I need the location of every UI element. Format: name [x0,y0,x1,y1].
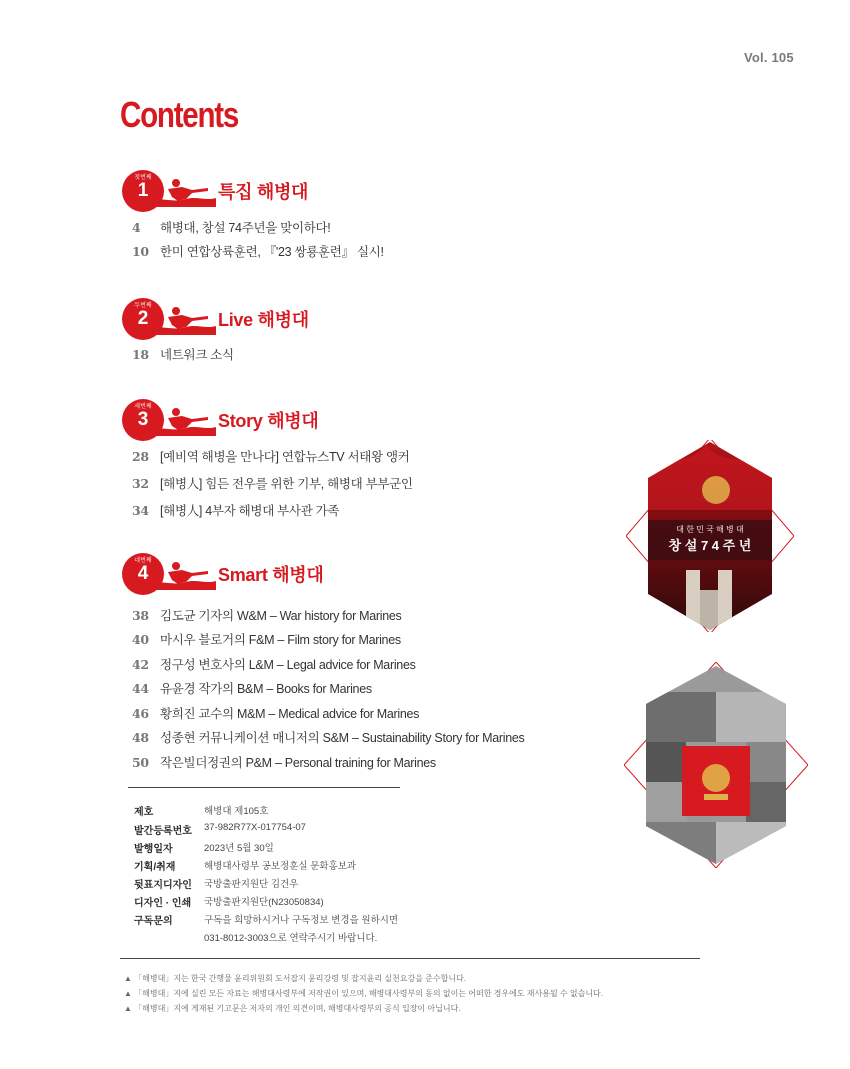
section-ordinal-label: 네번째 [134,558,152,564]
info-label: 발행일자 [134,844,173,855]
item-title: [해병人] 힘든 전우를 위한 기부, 해병대 부부군인 [160,477,413,491]
toc-item[interactable] [132,630,401,648]
volume-label: Vol. 105 [744,50,794,65]
section-number: 4 [137,563,149,584]
item-title: 해병대, 창설 74주년을 맞이하다! [160,221,331,235]
notes-top-divider [120,958,700,959]
item-title: 마시우 블로거의 F&M – Film story for Marines [160,633,401,647]
section-ordinal-label: 두번째 [134,303,152,309]
photo-banner-line2: 창 설 7 4 주 년 [668,538,752,553]
item-title: [해병人] 4부자 해병대 부사관 가족 [160,504,340,518]
info-top-divider [128,787,400,788]
section-number: 1 [137,180,149,201]
photo-banner-line1: 대 한 민 국 해 병 대 [676,525,744,534]
hexagon-photo-collage [624,662,808,868]
toc-item[interactable] [132,753,436,771]
section-4-header [122,550,422,598]
section-title: Live 해병대 [218,310,309,330]
page-number: 48 [132,730,149,745]
section-3-header [122,396,422,444]
section-title: Smart 해병대 [218,565,324,585]
info-value: 구독을 희망하시거나 구독정보 변경을 원하시면 [204,915,399,926]
info-label: 기획/취재 [134,862,176,873]
item-title: 김도균 기자의 W&M – War history for Marines [160,609,402,623]
info-label: 제호 [134,807,154,818]
info-label: 디자인 · 인쇄 [134,898,192,909]
page-title: Contents [120,94,239,135]
section-1-header [122,167,422,215]
hexagon-photo-anniversary [626,440,794,632]
page-number: 46 [132,706,149,721]
toc-item[interactable] [132,345,234,363]
item-title: 네트워크 소식 [160,348,234,362]
toc-item[interactable] [132,501,339,519]
info-value: 031-8012-3003으로 연락주시기 바랍니다. [204,933,378,944]
item-title: 정구성 변호사의 L&M – Legal advice for Marines [160,658,416,672]
toc-item[interactable] [132,218,330,236]
soldier-silhouette-icon [152,177,216,207]
toc-item[interactable] [132,474,413,492]
info-label: 구독문의 [134,916,173,927]
toc-item[interactable] [132,655,416,673]
info-value: 37-982R77X-017754-07 [204,822,306,833]
note-line: ▲ 「해병대」지에 게재된 기고문은 저자의 개인 의견이며, 해병대사령부의 공식 입장이 아닙니다. [124,1004,461,1013]
page-number: 18 [132,347,149,362]
toc-item[interactable] [132,242,384,260]
page-number: 42 [132,657,149,672]
toc-item[interactable] [132,447,410,465]
page-number: 32 [132,476,149,491]
page-number: 4 [132,220,141,235]
info-label: 발간등록번호 [134,826,192,837]
toc-item[interactable] [132,679,372,697]
section-2-header [122,295,422,343]
toc-item[interactable] [132,606,401,624]
page-number: 28 [132,449,149,464]
info-value: 해병대 제105호 [204,806,269,817]
soldier-silhouette-icon [152,560,216,590]
toc-item[interactable] [132,728,524,746]
section-title: Story 해병대 [218,411,319,431]
page-number: 10 [132,244,149,259]
info-value: 국방출판지원단 김건우 [204,879,299,890]
soldier-silhouette-icon [152,305,216,335]
page-number: 40 [132,632,149,647]
note-line: ▲ 「해병대」지는 한국 간행물 윤리위원회 도서잡지 윤리강령 및 잡지윤리 실천요강을 준수합니다. [124,974,467,983]
page-number: 44 [132,681,149,696]
item-title: [예비역 해병을 만나다] 연합뉴스TV 서태왕 앵커 [160,450,410,464]
page-number: 50 [132,755,149,770]
soldier-silhouette-icon [152,406,216,436]
section-ordinal-label: 첫번째 [134,175,152,181]
page-number: 38 [132,608,149,623]
info-value: 해병대사령부 공보정훈실 문화홍보과 [204,861,357,872]
item-title: 성종현 커뮤니케이션 매니저의 S&M – Sustainability Story for Marines [160,731,525,745]
page-number: 34 [132,503,149,518]
item-title: 작은빌더정권의 P&M – Personal training for Marines [160,756,436,770]
item-title: 황희진 교수의 M&M – Medical advice for Marines [160,707,420,721]
note-line: ▲ 「해병대」지에 실린 모든 자료는 해병대사령부에 저작권이 있으며, 해병대사령부의 동의 없이는 어떠한 경우에도 재사용될 수 없습니다. [124,989,604,998]
info-value: 2023년 5월 30일 [204,843,274,854]
section-number: 2 [137,308,149,329]
info-label: 뒷표지디자인 [134,880,192,891]
section-title: 특집 해병대 [218,182,309,202]
item-title: 한미 연합상륙훈련, 『'23 쌍룡훈련』 실시! [160,245,384,259]
item-title: 유윤경 작가의 B&M – Books for Marines [160,682,372,696]
toc-item[interactable] [132,704,419,722]
section-ordinal-label: 세번째 [134,404,152,410]
section-number: 3 [137,409,149,430]
info-value: 국방출판지원단(N23050834) [204,897,324,908]
